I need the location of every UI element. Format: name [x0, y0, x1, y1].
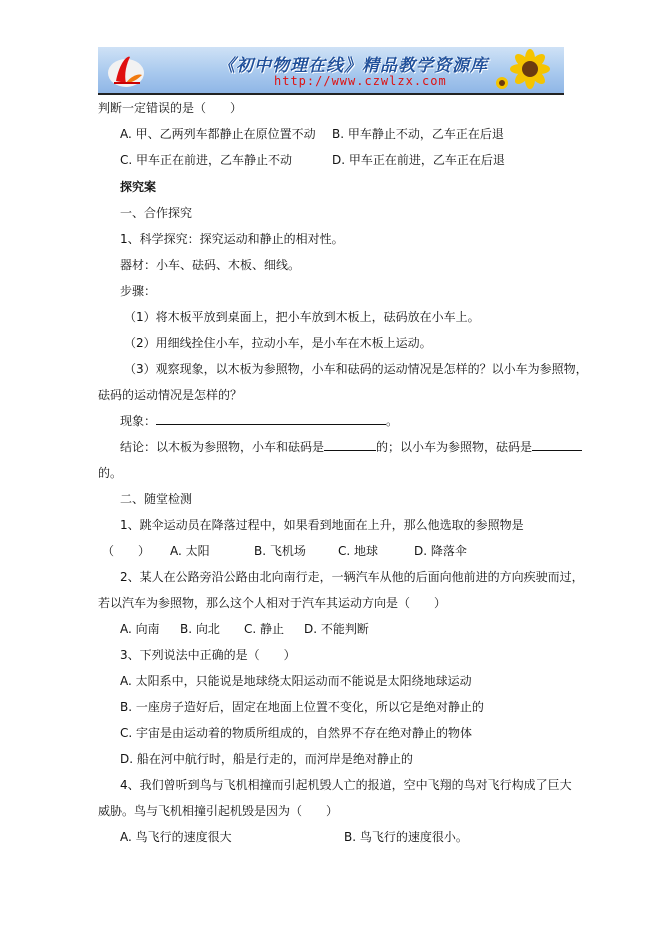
- option-a: A. 太阳: [170, 544, 210, 558]
- option-b: B. 甲车静止不动，乙车正在后退: [332, 127, 504, 141]
- option-d: D. 降落伞: [414, 544, 467, 558]
- option-a: A. 甲、乙两列车都静止在原位置不动: [120, 127, 316, 141]
- question-2: 2、某人在公路旁沿公路由北向南行走，一辆汽车从他的后面向他前进的方向疾驶而过，: [120, 570, 584, 584]
- text-line: 器材：小车、砝码、木板、细线。: [120, 258, 301, 272]
- banner-title: 《初中物理在线》精品教学资源库: [218, 56, 488, 76]
- option-c: C. 甲车正在前进，乙车静止不动: [120, 153, 293, 167]
- text-line: 威胁。鸟与飞机相撞引起机毁是因为（ ）: [98, 804, 339, 818]
- text-line: 1、科学探究：探究运动和静止的相对性。: [120, 232, 344, 246]
- answer-paren: （ ）: [102, 544, 151, 558]
- text-line: （3）观察现象，以木板为参照物，小车和砝码的运动情况是怎样的？以小车为参照物，: [124, 362, 588, 376]
- site-logo: [106, 51, 146, 89]
- text-line: 的。: [98, 466, 123, 480]
- option-a: A. 太阳系中，只能说是地球绕太阳运动而不能说是太阳绕地球运动: [120, 674, 472, 688]
- phenomenon-blank[interactable]: [156, 413, 386, 425]
- conclusion-line: [120, 439, 582, 455]
- option-c: C. 地球: [338, 544, 379, 558]
- text-line: （2）用细线拴住小车，拉动小车，是小车在木板上运动。: [124, 336, 432, 350]
- phenomenon-line: [120, 413, 398, 429]
- text-line: 若以汽车为参照物，那么这个人相对于汽车其运动方向是（ ）: [98, 596, 447, 610]
- option-b: B. 飞机场: [254, 544, 306, 558]
- question-1: 1、跳伞运动员在降落过程中，如果看到地面在上升，那么他选取的参照物是: [120, 518, 524, 532]
- option-d: D. 不能判断: [304, 622, 369, 636]
- question-4: 4、我们曾听到鸟与飞机相撞而引起机毁人亡的报道，空中飞翔的鸟对飞行构成了巨大: [120, 778, 572, 792]
- header-rule: [98, 93, 564, 95]
- text-line: 步骤：: [120, 284, 157, 298]
- text-line: （1）将木板平放到桌面上，把小车放到木板上，砝码放在小车上。: [124, 310, 480, 324]
- option-c: C. 静止: [244, 622, 285, 636]
- text-line: 判断一定错误的是（ ）: [98, 101, 243, 115]
- header-banner: [98, 47, 564, 93]
- option-a: A. 鸟飞行的速度很大: [120, 830, 232, 844]
- section-title: 一、合作探究: [120, 206, 193, 220]
- question-3: 3、下列说法中正确的是（ ）: [120, 648, 296, 662]
- option-b: B. 向北: [180, 622, 220, 636]
- section-title: 二、随堂检测: [120, 492, 193, 506]
- conclusion-blank-1[interactable]: [324, 439, 376, 451]
- conclusion-part2: 的；以小车为参照物，砝码是: [376, 440, 533, 454]
- option-a: A. 向南: [120, 622, 160, 636]
- conclusion-blank-2[interactable]: [532, 439, 582, 451]
- phenomenon-end: 。: [386, 414, 399, 428]
- phenomenon-label: 现象：: [120, 414, 157, 428]
- option-d: D. 甲车正在前进，乙车正在后退: [332, 153, 505, 167]
- conclusion-part1: 结论：以木板为参照物，小车和砝码是: [120, 440, 325, 454]
- sunflower-image: [490, 47, 560, 93]
- text-line: 砝码的运动情况是怎样的？: [98, 388, 243, 402]
- section-heading: 探究案: [120, 180, 157, 194]
- option-c: C. 宇宙是由运动着的物质所组成的，自然界不存在绝对静止的物体: [120, 726, 473, 740]
- banner-url[interactable]: http://www.czwlzx.com: [274, 74, 447, 88]
- option-b: B. 一座房子造好后，固定在地面上位置不变化，所以它是绝对静止的: [120, 700, 484, 714]
- option-d: D. 船在河中航行时，船是行走的，而河岸是绝对静止的: [120, 752, 413, 766]
- option-b: B. 鸟飞行的速度很小。: [344, 830, 468, 844]
